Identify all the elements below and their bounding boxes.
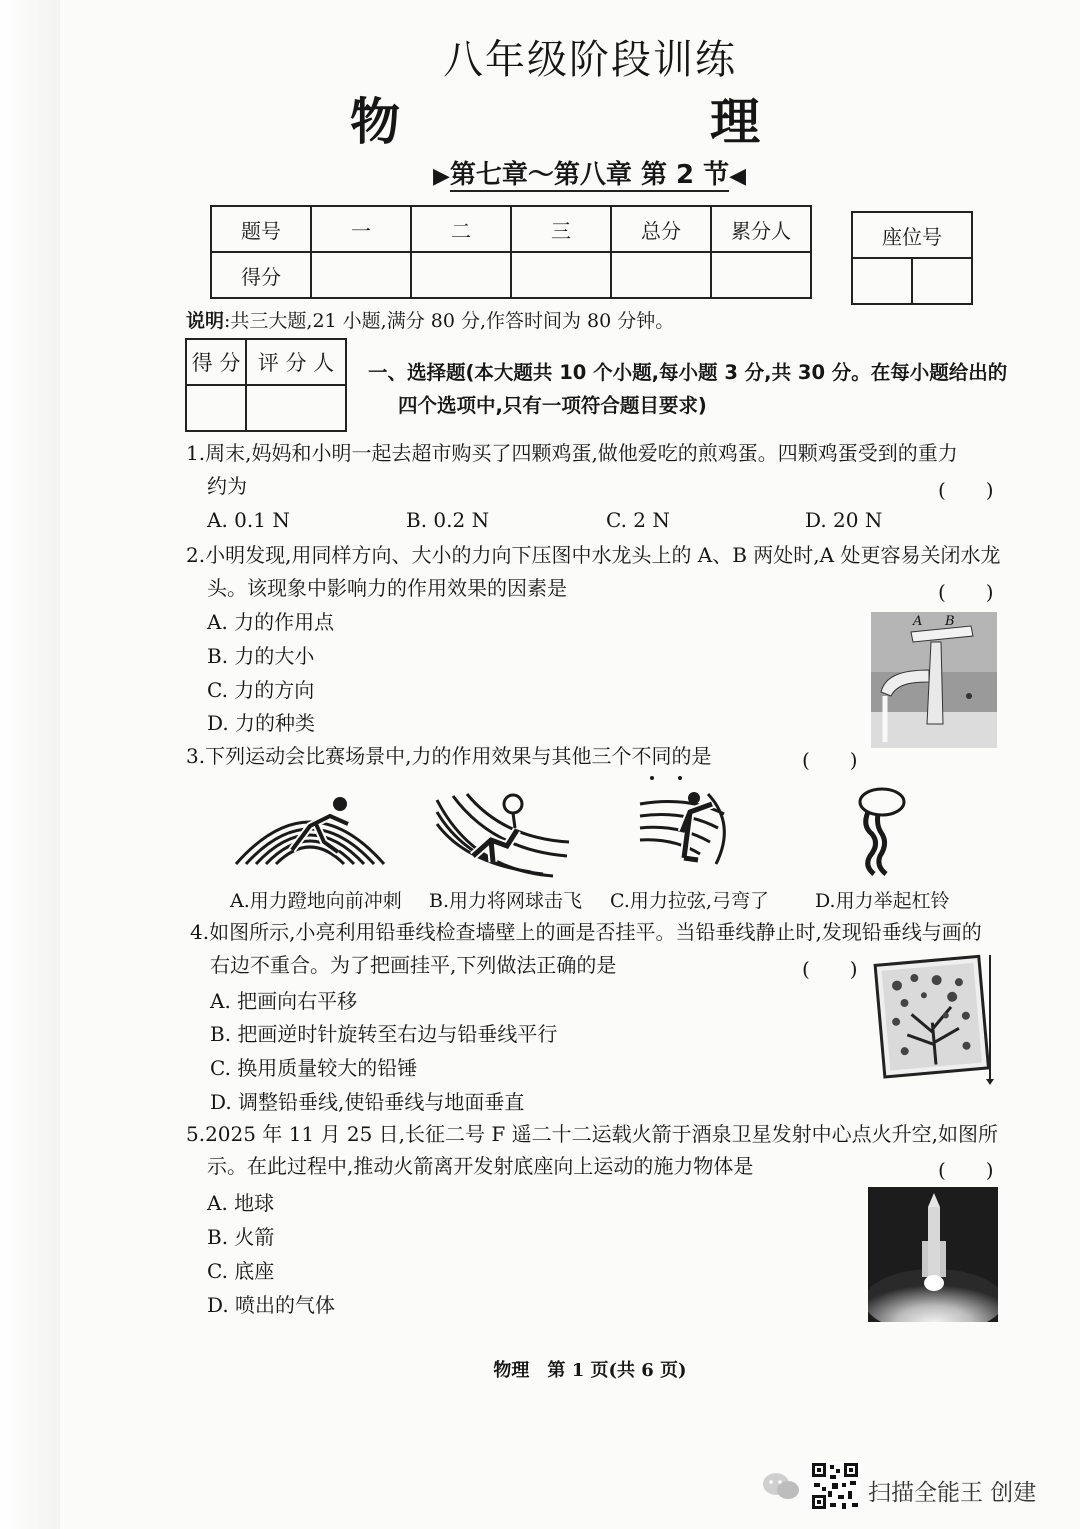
- score-row-label: 得分: [211, 252, 311, 298]
- question-5-line2: 示。在此过程中,推动火箭离开发射底座向上运动的施力物体是: [207, 1154, 754, 1178]
- caption-a[interactable]: A.用力蹬地向前冲刺: [230, 890, 402, 912]
- chapter-range: [433, 154, 746, 191]
- subject-title: 物 理: [350, 93, 830, 151]
- question-2-line1: 2.小明发现,用同样方向、大小的力向下压图中水龙头上的 A、B 两处时,A 处更容易关闭水龙: [186, 543, 1001, 567]
- question-4-line2: 右边不重合。为了把画挂平,下列做法正确的是: [210, 953, 617, 977]
- option-d[interactable]: D. 调整铅垂线,使铅垂线与地面垂直: [210, 1090, 525, 1114]
- answer-blank[interactable]: ( ): [802, 957, 858, 981]
- score-input-cell[interactable]: [311, 252, 411, 298]
- exam-title: 八年级阶段训练: [443, 37, 737, 83]
- option-d[interactable]: D. 20 N: [805, 508, 883, 532]
- grade-grader-cell[interactable]: [246, 385, 346, 431]
- option-a[interactable]: A. 0.1 N: [207, 508, 290, 532]
- question-4-line1: 4.如图所示,小亮利用铅垂线检查墙壁上的画是否挂平。当铅垂线静止时,发现铅垂线与画的: [190, 920, 982, 944]
- score-header-cell: 一: [311, 206, 411, 252]
- score-input-cell[interactable]: [411, 252, 511, 298]
- section-heading-line1: 一、选择题(本大题共 10 个小题,每小题 3 分,共 30 分。在每小题给出的: [368, 361, 1008, 384]
- tilted-painting-figure: [866, 953, 1000, 1087]
- sprint-pictogram: [230, 790, 390, 876]
- qr-code-icon: [810, 1461, 860, 1511]
- score-input-cell[interactable]: [711, 252, 811, 298]
- exam-instructions: [186, 306, 674, 333]
- chapter-text: 第七章～第八章 第 2 节: [449, 160, 730, 190]
- triangle-right-icon: ▶: [433, 164, 450, 189]
- score-input-cell[interactable]: [611, 252, 711, 298]
- scanner-watermark: 扫描全能王 创建: [868, 1480, 1037, 1506]
- faucet-label-b: B: [945, 614, 955, 629]
- option-b[interactable]: B. 火箭: [207, 1225, 275, 1249]
- option-a[interactable]: A. 把画向右平移: [210, 989, 358, 1013]
- answer-blank[interactable]: ( ): [938, 478, 994, 502]
- option-b[interactable]: B. 0.2 N: [406, 508, 490, 532]
- archery-pictogram: [638, 774, 738, 870]
- caption-b[interactable]: B.用力将网球击飞: [429, 890, 583, 912]
- grade-grader-label: 评 分 人: [246, 339, 346, 385]
- page-margin-shade: [0, 0, 60, 1529]
- answer-blank[interactable]: ( ): [802, 748, 858, 772]
- option-d[interactable]: D. 喷出的气体: [207, 1293, 336, 1317]
- tennis-pictogram: [433, 790, 573, 880]
- answer-blank[interactable]: ( ): [938, 580, 994, 604]
- question-5-line1: 5.2025 年 11 月 25 日,长征二号 F 遥二十二运载火箭于酒泉卫星发射中心点火升空,如图所: [186, 1122, 998, 1146]
- caption-d[interactable]: D.用力举起杠铃: [815, 890, 950, 912]
- option-d[interactable]: D. 力的种类: [207, 711, 316, 735]
- wechat-icon: [761, 1470, 801, 1504]
- faucet-label-a: A: [913, 614, 923, 629]
- option-c[interactable]: C. 2 N: [606, 508, 670, 532]
- score-header-cell: 累分人: [711, 206, 811, 252]
- weightlifting-pictogram: [846, 786, 916, 878]
- seat-number-cell[interactable]: [852, 258, 912, 304]
- section-heading-line2: 四个选项中,只有一项符合题目要求): [398, 394, 707, 417]
- option-b[interactable]: B. 力的大小: [207, 644, 315, 668]
- seat-number-cell[interactable]: [912, 258, 972, 304]
- option-c[interactable]: C. 力的方向: [207, 678, 315, 702]
- question-1-line2: 约为: [207, 474, 247, 498]
- question-3-line1: 3.下列运动会比赛场景中,力的作用效果与其他三个不同的是: [186, 744, 712, 768]
- answer-blank[interactable]: ( ): [938, 1158, 994, 1182]
- option-c[interactable]: C. 底座: [207, 1259, 275, 1283]
- section-heading: [368, 356, 1007, 422]
- rocket-launch-photo: [868, 1187, 998, 1322]
- option-c[interactable]: C. 换用质量较大的铅锤: [210, 1056, 418, 1080]
- grade-score-cell[interactable]: [186, 385, 246, 431]
- faucet-figure: [871, 612, 997, 748]
- score-header-cell: 题号: [211, 206, 311, 252]
- grade-box: [185, 338, 347, 432]
- option-a[interactable]: A. 力的作用点: [207, 610, 335, 634]
- score-input-cell[interactable]: [511, 252, 611, 298]
- score-table: [210, 205, 812, 299]
- score-header-cell: 总分: [611, 206, 711, 252]
- grade-score-label: 得 分: [186, 339, 246, 385]
- option-b[interactable]: B. 把画逆时针旋转至右边与铅垂线平行: [210, 1022, 558, 1046]
- option-a[interactable]: A. 地球: [207, 1191, 275, 1215]
- score-header-cell: 三: [511, 206, 611, 252]
- score-header-cell: 二: [411, 206, 511, 252]
- triangle-left-icon: ◀: [729, 164, 747, 189]
- instructions-label: 说明: [186, 310, 225, 332]
- seat-number-label: 座位号: [852, 212, 972, 258]
- question-1-line1: 1.周末,妈妈和小明一起去超市购买了四颗鸡蛋,做他爱吃的煎鸡蛋。四颗鸡蛋受到的重力: [186, 441, 958, 465]
- seat-number-box: [851, 211, 973, 305]
- instructions-text: :共三大题,21 小题,满分 80 分,作答时间为 80 分钟。: [224, 310, 675, 332]
- page-footer: 物理 第 1 页(共 6 页): [493, 1360, 687, 1381]
- caption-c[interactable]: C.用力拉弦,弓弯了: [610, 890, 769, 912]
- question-2-line2: 头。该现象中影响力的作用效果的因素是: [207, 576, 567, 600]
